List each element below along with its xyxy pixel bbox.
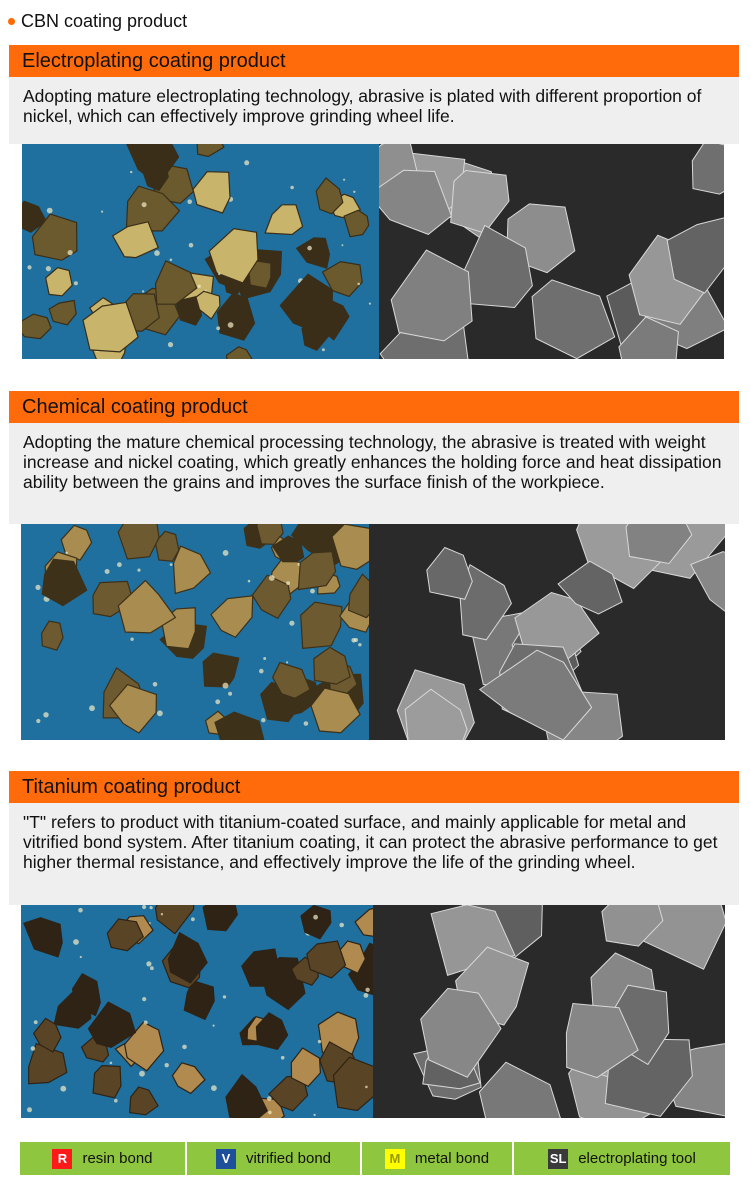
page-title-text: CBN coating product xyxy=(21,10,188,31)
metal-badge-icon: M xyxy=(385,1149,405,1169)
section-description: Adopting mature electroplating technology, abrasive is plated with different proportion of nickel, which can effectively improve grinding wheel life. xyxy=(9,77,739,144)
section-title: Titanium coating product xyxy=(22,775,241,798)
photo-row-titanium xyxy=(21,905,725,1118)
sem-photo xyxy=(373,905,725,1118)
resin-badge-icon: R xyxy=(52,1149,72,1169)
legend-label: vitrified bond xyxy=(245,1150,332,1167)
legend-item-electroplating-tool xyxy=(512,1142,730,1175)
section-title: Chemical coating product xyxy=(22,395,248,418)
grains-photo xyxy=(21,905,373,1118)
bond-legend xyxy=(20,1142,730,1175)
legend-item-vitrified xyxy=(185,1142,360,1175)
electroplating-badge-icon: SL xyxy=(548,1149,568,1169)
section-description: Adopting the mature chemical processing technology, the abrasive is treated with weight increase and nickel coating, which greatly enhances the holding force and heat dissipation ability between the grains and improves the surface finish of the workpiece. xyxy=(9,423,739,524)
section-description: "T" refers to product with titanium-coated surface, and mainly applicable for metal and vitrified bond system. After titanium coating, it can protect the abrasive performance to get higher thermal resistance, and effectively improve the life of the grinding wheel. xyxy=(9,803,739,905)
legend-item-metal xyxy=(360,1142,512,1175)
photo-row-chemical xyxy=(21,524,725,740)
section-header-chemical xyxy=(9,391,739,423)
sem-photo xyxy=(369,524,725,740)
grains-photo xyxy=(21,524,369,740)
legend-label: resin bond xyxy=(82,1150,153,1167)
section-header-electroplating xyxy=(9,45,739,77)
page-title xyxy=(8,10,187,32)
section-header-titanium xyxy=(9,771,739,803)
legend-label: electroplating tool xyxy=(578,1150,696,1167)
bullet-icon xyxy=(8,18,15,25)
grains-photo xyxy=(22,144,379,359)
vitrified-badge-icon: V xyxy=(216,1149,236,1169)
photo-row-electroplating xyxy=(22,144,724,359)
legend-item-resin xyxy=(20,1142,185,1175)
sem-photo xyxy=(379,144,724,359)
legend-label: metal bond xyxy=(414,1150,490,1167)
section-title: Electroplating coating product xyxy=(22,49,286,72)
